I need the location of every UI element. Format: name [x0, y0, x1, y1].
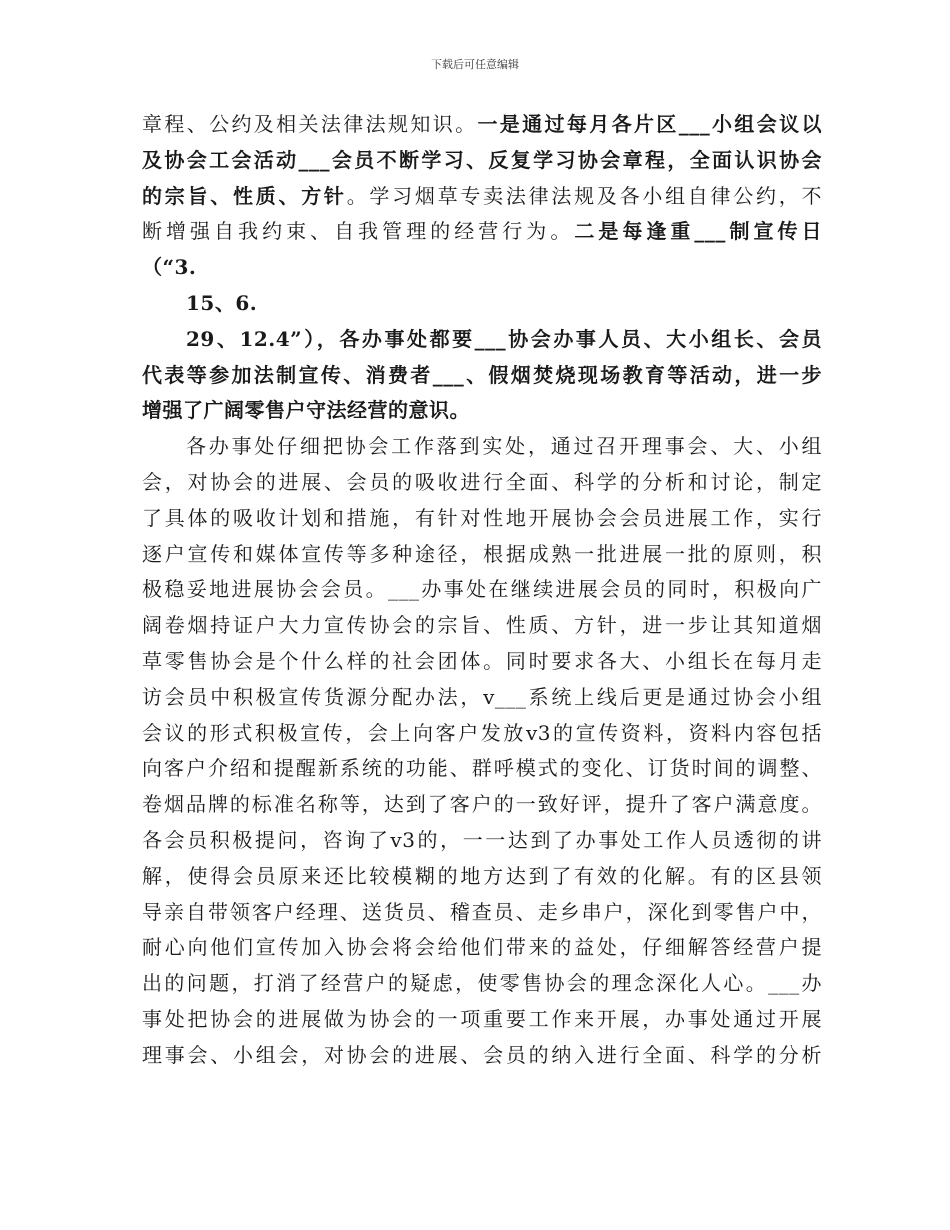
text-run: 。学习烟草专卖法律法规及各小组自律公约，不: [346, 183, 823, 208]
text-line: 草零售协会是个什么样的社会团体。同时要求各大、小组长在每月走: [142, 648, 822, 673]
paragraph-1: [142, 107, 822, 286]
bold-text-line: 代表等参加法制宣传、消费者___、假烟焚烧现场教育等活动，进一步: [142, 362, 822, 387]
text-line: 会，对协会的进展、会员的吸收进行全面、科学的分析和讨论，制定: [142, 469, 822, 494]
text-line: 访会员中积极宣传货源分配办法，v___系统上线后更是通过协会小组: [142, 684, 822, 709]
bold-text-line: 15、6.: [186, 290, 258, 315]
text-line: 各会员积极提问，咨询了v3的，一一达到了办事处工作人员透彻的讲: [142, 827, 822, 852]
bold-text-run: 二是每逢重___制宣传日: [574, 219, 823, 244]
text-line: 事处把协会的进展做为协会的一项重要工作来开展，办事处通过开展: [142, 1006, 822, 1031]
text-line: 导亲自带领客户经理、送货员、稽查员、走乡串户，深化到零售户中，: [142, 899, 822, 924]
paragraph-2: [142, 286, 822, 322]
text-line: 出的问题，打消了经营户的疑虑，使零售协会的理念深化人心。___办: [142, 971, 822, 996]
text-line: 了具体的吸收计划和措施，有针对性地开展协会会员进展工作，实行: [142, 505, 822, 530]
page-header: 下载后可任意编辑: [431, 58, 519, 71]
text-line: 卷烟品牌的标准名称等，达到了客户的一致好评，提升了客户满意度。: [142, 792, 822, 817]
text-line: [142, 214, 822, 250]
bold-text-line: 增强了广阔零售户守法经营的意识。: [142, 398, 470, 423]
paragraph-4: [142, 429, 822, 1073]
text-line: 极稳妥地进展协会会员。___办事处在继续进展会员的同时，积极向广: [142, 577, 822, 602]
bold-text-line: 及协会工会活动___会员不断学习、反复学习协会章程，全面认识协会: [142, 147, 822, 172]
text-line: 会议的形式积极宣传，会上向客户发放v3的宣传资料，资料内容包括: [142, 720, 822, 745]
text-line: 向客户介绍和提醒新系统的功能、群呼模式的变化、订货时间的调整、: [142, 756, 822, 781]
text-line: 解，使得会员原来还比较模糊的地方达到了有效的化解。有的区县领: [142, 863, 822, 888]
text-line: [142, 107, 822, 143]
text-line: 逐户宣传和媒体宣传等多种途径，根据成熟一批进展一批的原则，积: [142, 541, 822, 566]
text-run: 章程、公约及相关法律法规知识。: [142, 112, 478, 136]
bold-text-line: （“3.: [142, 255, 197, 280]
document-body: [142, 107, 822, 1074]
text-run: 断增强自我约束、自我管理的经营行为。: [142, 219, 575, 244]
text-line: 耐心向他们宣传加入协会将会给他们带来的益处，仔细解答经营户提: [142, 935, 822, 960]
bold-text-run: 的宗旨、性质、方针: [142, 183, 347, 208]
bold-text-line: 29、12.4”），各办事处都要___协会办事人员、大小组长、会员: [186, 326, 822, 351]
paragraph-3: [142, 322, 822, 429]
text-line: 各办事处仔细把协会工作落到实处，通过召开理事会、大、小组: [186, 434, 822, 459]
bold-text-run: 一是通过每月各片区___小组会议以: [477, 112, 823, 136]
text-line: 阔卷烟持证户大力宣传协会的宗旨、性质、方针，进一步让其知道烟: [142, 613, 822, 638]
text-line: 理事会、小组会，对协会的进展、会员的纳入进行全面、科学的分析: [142, 1042, 822, 1067]
text-line: [142, 179, 822, 215]
